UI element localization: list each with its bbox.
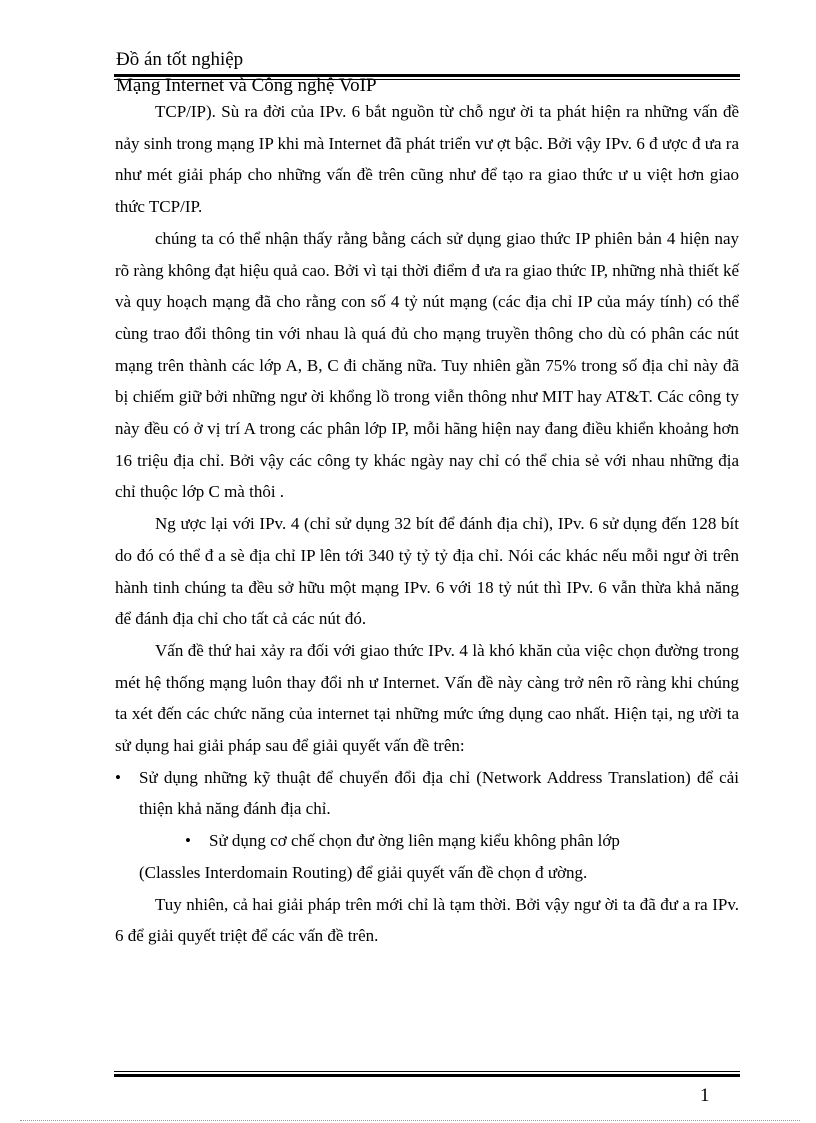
page-number: 1 bbox=[700, 1085, 710, 1106]
bullet-item-2 bbox=[115, 825, 739, 888]
bullet-item-1-text: Sử dụng những kỹ thuật để chuyển đổi địa chỉ (Network Address Translation) để cải thiện khả năng đánh địa chỉ. bbox=[139, 767, 739, 819]
header-title: Đồ án tốt nghiệp bbox=[116, 49, 244, 70]
paragraph-5: Tuy nhiên, cả hai giải pháp trên mới chỉ là tạm thời. Bởi vậy ngư ời ta đã đư a ra IPv. 6 để giải quyết triệt để các vấn đề trên. bbox=[115, 894, 739, 946]
paragraph-3: Ng ược lại với IPv. 4 (chỉ sử dụng 32 bít để đánh địa chỉ), IPv. 6 sử dụng đến 128 bít do đó có thể đ a sè địa chỉ IP lên tới 340 tỷ tỷ tỷ địa chỉ. Nói các khác nếu mỗi ngư ời trên hành tinh chúng ta đều sở hữu một mạng IPv. 6 với 18 tỷ nút thì IPv. 6 vẫn thừa khả năng để đánh địa chỉ cho tất cả các nút đó. bbox=[115, 514, 739, 629]
body-text bbox=[115, 96, 739, 952]
bullet-item-2-rest: (Classles Interdomain Routing) để giải quyết vấn đề chọn đ ường. bbox=[139, 862, 588, 882]
footer-rule-thin bbox=[114, 1071, 740, 1072]
bullet-dot-icon: • bbox=[115, 767, 121, 787]
paragraph-4: Vấn đề thứ hai xảy ra đối với giao thức IPv. 4 là khó khăn của việc chọn đường trong mét hệ thống mạng luôn thay đổi nh ư Internet. Vấn đề này càng trở nên rõ ràng khi chúng ta xét đến các chức năng của internet tại những mức ứng dụng cao nhất. Hiện tại, ng ười ta sử dụng hai giải pháp sau để giải quyết vấn đề trên: bbox=[115, 640, 739, 756]
paragraph-1: TCP/IP). Sù ra đời của IPv. 6 bắt nguồn từ chỗ ngư ời ta phát hiện ra những vấn đề nảy sinh trong mạng IP khi mà Internet đã phát triển vư ợt bậc. Bởi vậy IPv. 6 đ ược đ ưa ra như mét giải pháp cho những vấn đề trên cũng như để tạo ra giao thức ư u việt hơn giao thức TCP/IP. bbox=[115, 102, 739, 217]
bullet-item-2-first-line: Sử dụng cơ chế chọn đư ờng liên mạng kiểu không phân lớp bbox=[209, 831, 620, 851]
bullet-item-1 bbox=[115, 762, 739, 825]
page-break-line bbox=[20, 1120, 800, 1121]
footer-rule-thick bbox=[114, 1074, 740, 1077]
bullet-dot-icon: • bbox=[185, 831, 191, 851]
header-subtitle: Mạng Internet và Công nghệ VoIP bbox=[116, 75, 377, 96]
paragraph-2: chúng ta có thể nhận thấy rằng bằng cách sử dụng giao thức IP phiên bản 4 hiện nay rõ ràng không đạt hiệu quả cao. Bởi vì tại thời điểm đ ưa ra giao thức IP, những nhà thiết kế và quy hoạch mạng đã cho rằng con số 4 tỷ nút mạng (các địa chỉ IP của máy tính) có thể cùng trao đổi thông tin với nhau là quá đủ cho mạng truyền thông cho dù có phân các nút mạng trên thành các lớp A, B, C đi chăng nữa. Tuy nhiên gần 75% trong số địa chỉ này đã bị chiếm giữ bởi những ngư ời khổng lồ trong viễn thông như MIT hay AT&T. Các công ty này đều có ở vị trí A trong các phân lớp IP, mỗi hãng hiện nay đang điều khiển khoảng hơn 16 triệu địa chỉ. Bởi vậy các công ty khác ngày nay chỉ có thể chia sẻ với nhau những địa chỉ thuộc lớp C mà thôi . bbox=[115, 228, 739, 502]
